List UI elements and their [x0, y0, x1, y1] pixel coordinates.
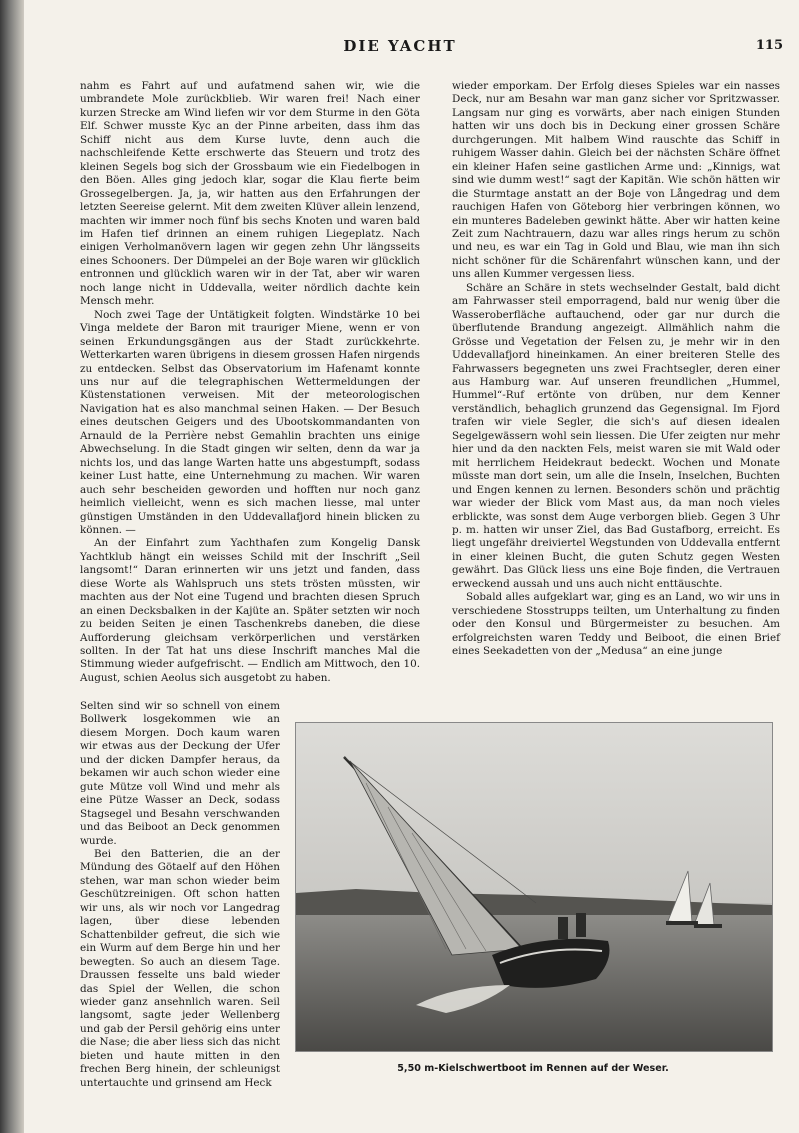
book-spine-shadow [0, 0, 24, 1133]
sailboat-photograph [295, 722, 773, 1052]
paragraph: nahm es Fahrt auf und aufatmend sahen wir, wie die umbrandete Mole zurückblieb. Wir waren frei! Nach einer kurzen Strecke am Wind liefen wir vor dem Sturme in den Göta Elf. Schwer musste Kyc an der Pinne arbeiten, dass ihm das Schiff nicht aus dem Kurse luvte, denn auch die nachschleifende Kette erschwerte das Steuern und trotz des kleinen Segels bog sich der Grossbaum wie ein Fiedelbogen in den Böen. Alles ging jedoch klar, sogar die Klau fierte beim Grossegelbergen. Ja, ja, wir hatten aus den Erfahrungen der letzten Seereise gelernt. Mit dem zweiten Klüver allein lenzend, machten wir immer noch fünf bis sechs Knoten und waren bald im Hafen tief drinnen an einem ruhigen Liegeplatz. Nach einigen Verholmanövern lagen wir gegen zehn Uhr längsseits eines Schooners. Der Dümpelei an der Boje waren wir glücklich entronnen und glücklich waren wir in der Tat, aber wir waren noch lange nicht in Uddevalla, weiter nördlich dachte kein Mensch mehr. [80, 80, 420, 308]
paragraph: Bei den Batterien, die an der Mündung des Götaelf auf den Höhen stehen, war man schon wieder beim Geschützreinigen. Oft schon hatten wir uns, als wir noch vor Langedrag lagen, über diese lebenden Schattenbilder gefreut, die sich wie ein Wurm auf dem Berge hin und her bewegten. So auch an diesem Tage. Draussen fesselte uns bald wieder das Spiel der Wellen, die schon wieder ganz ansehnlich waren. Seil langsomt, sagte jeder Wellenberg und gab der Persil gehörig eins unter die Nase; die aber liess sich das nicht bieten und haute mitten in den frechen Berg hinein, der schleunigst untertauchte und grinsend am Heck [80, 847, 280, 1089]
sailboat-illustration [296, 723, 772, 1051]
paragraph: Selten sind wir so schnell von einem Bollwerk losgekommen wie an diesem Morgen. Doch kaum waren wir etwas aus der Deckung der Ufer und der dicken Dampfer heraus, da bekamen wir auch schon wieder eine gute Mütze voll Wind und mehr als eine Pütze Wasser an Deck, sodass Stagsegel und Besahn verschwanden und das Beiboot an Deck genommen wurde. [80, 700, 280, 847]
narrow-text-column [80, 700, 280, 1090]
paragraph: wieder emporkam. Der Erfolg dieses Spieles war ein nasses Deck, nur am Besahn war man ganz sicher vor Spritzwasser. Langsam nur ging es vorwärts, aber nach einigen Stunden hatten wir uns doch bis in Deckung einer grossen Schäre durchgerungen. Mit halbem Wind rauschte das Schiff in ruhigem Wasser dahin. Gleich bei der nächsten Schäre öffnet ein kleiner Hafen seine gastlichen Arme und: „Kinnigs, wat sind wie dumm west!“ sagt der Kapitän. Wie schön hätten wir die Sturmtage anstatt an der Boje von Långedrag und dem rauchigen Hafen von Göteborg hier verbringen können, wo ein munteres Badeleben gewinkt hätte. Aber wir hatten keine Zeit zum Nachtrauern, dazu war alles rings herum zu schön und neu, es war ein Tag in Gold und Blau, wie man ihn sich nicht schöner für die Schärenfahrt wünschen kann, und der uns allen Kummer vergessen liess. [452, 80, 780, 281]
paragraph: An der Einfahrt zum Yachthafen zum Kongelig Dansk Yachtklub hängt ein weisses Schild mit der Inschrift „Seil langsomt!“ Daran erinnerten wir uns jetzt und fanden, dass diese Worte als Wahlspruch uns stets trösten müssten, wir machten aus der Not eine Tugend und brachten diesen Spruch an einen Decksbalken in der Kajüte an. Später setzten wir noch zu beiden Seiten je einen Taschenkrebs daneben, die diese Aufforderung gleichsam verkörperlichen und verstärken sollten. In der Tat hat uns diese Inschrift manches Mal die Stimmung wieder aufgefrischt. — Endlich am Mittwoch, den 10. August, schien Aeolus sich ausgetobt zu haben. [80, 537, 420, 684]
figure-caption: 5,50 m-Kielschwertboot im Rennen auf der Weser. [397, 1063, 669, 1074]
right-text-column [452, 80, 780, 658]
paragraph: Sobald alles aufgeklart war, ging es an Land, wo wir uns in verschiedene Stosstrupps teilten, um Unterhaltung zu finden oder den Konsul und Bürgermeister zu besuchen. Am erfolgreichsten waren Teddy und Beiboot, die einen Brief eines Seekadetten von der „Medusa“ an eine junge [452, 591, 780, 658]
sky [296, 723, 772, 903]
page-number: 115 [755, 38, 783, 53]
left-text-column [80, 80, 420, 685]
running-header-title: DIE YACHT [343, 37, 457, 55]
paragraph: Noch zwei Tage der Untätigkeit folgten. Windstärke 10 bei Vinga meldete der Baron mit trauriger Miene, wenn er von seinen Erkundungsgängen aus der Stadt zurückkehrte. Wetterkarten waren übrigens in diesem grossen Hafen nirgends zu entdecken. Selbst das Observatorium im Hafenamt konnte uns nur auf die telegraphischen Wettermeldungen der Küstenstationen verweisen. Mit der meteorologischen Navigation hat es also manchmal seinen Haken. — Der Besuch eines deutschen Geigers und des Ubootskommandanten von Arnauld de la Perrière nebst Gemahlin brachten uns einige Abwechselung. In die Stadt gingen wir selten, denn da war ja nichts los, und das lange Warten hatte uns abgestumpft, sodass keiner Lust hatte, eine Unternehmung zu machen. Wir waren auch sehr bescheiden geworden und hofften nur noch ganz heimlich vielleicht, wenn es sich machen liesse, mal unter günstigen Umständen in den Uddevallafjord hinein blicken zu können. — [80, 308, 420, 536]
paragraph: Schäre an Schäre in stets wechselnder Gestalt, bald dicht am Fahrwasser steil emporragend, bald nur wenig über die Wasseroberfläche auftauchend, oder gar nur durch die überflutende Brandung angezeigt. Allmählich nahm die Grösse und Vegetation der Felsen zu, je mehr wir in den Uddevallafjord hineinkamen. An einer breiteren Stelle des Fahrwassers begegneten uns zwei Frachtsegler, deren einer aus Hamburg war. Auf unseren freundlichen „Hummel, Hummel“-Ruf ertönte von drüben, nur dem Kenner verständlich, behaglich grunzend das Gegensignal. Im Fjord trafen wir viele Segler, die sich's auf diesen idealen Segelgewässern wohl sein liessen. Die Ufer zeigten nur mehr hier und da den nackten Fels, meist waren sie mit Wald oder mit herrlichem Heidekraut bedeckt. Wochen und Monate müsste man dort sein, um alle die Inseln, Inselchen, Buchten und Engen kennen zu lernen. Besonders schön und prächtig war wieder der Blick vom Mast aus, da man noch vieles erblickte, was sonst dem Auge verborgen blieb. Gegen 3 Uhr p. m. hatten wir unser Ziel, das Bad Gustafborg, erreicht. Es liegt ungefähr dreiviertel Wegstunden von Uddevalla entfernt in einer kleinen Bucht, die guten Schutz gegen Westen gewährt. Das Glück liess uns eine Boje finden, die Vertrauen erweckend aussah und uns auch nicht enttäuschte. [452, 281, 780, 590]
